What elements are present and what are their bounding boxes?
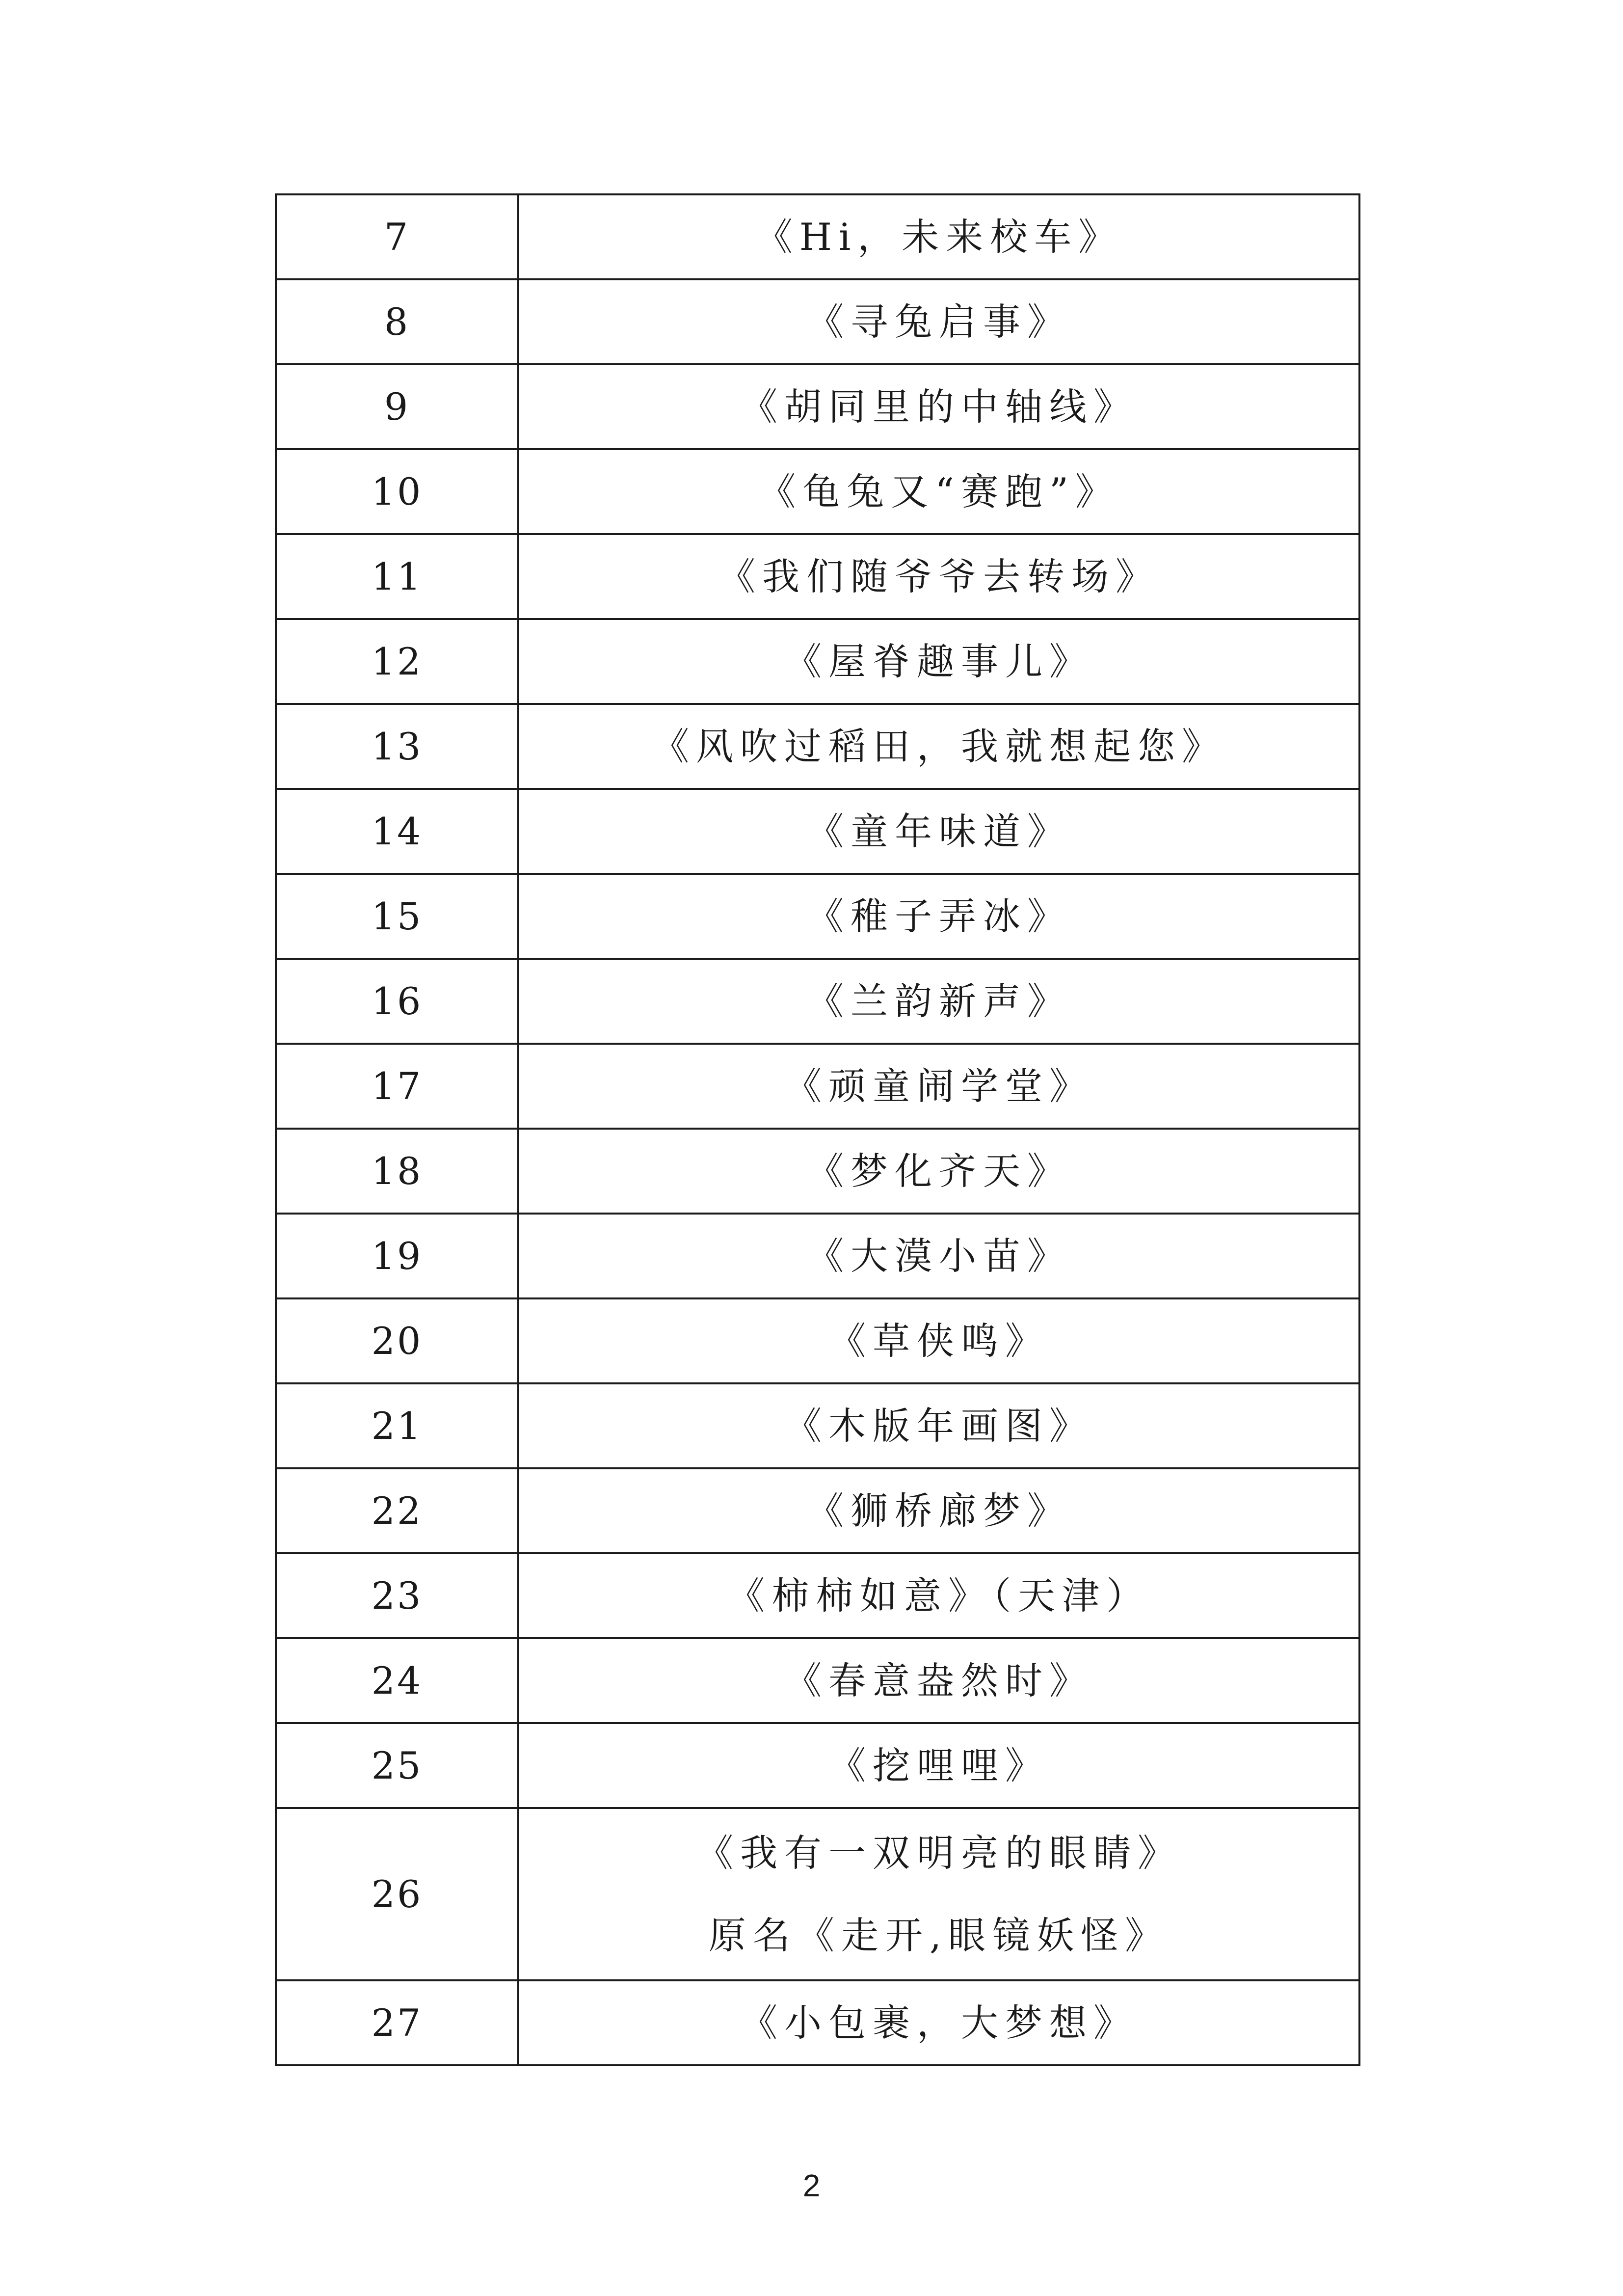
row-number: 14: [276, 789, 518, 874]
row-number: 17: [276, 1044, 518, 1129]
table-row: [276, 1638, 1359, 1723]
work-title: 《兰韵新声》: [518, 959, 1359, 1044]
table-row: [276, 1468, 1359, 1553]
work-title: 《木版年画图》: [518, 1383, 1359, 1468]
table-row: [276, 449, 1359, 534]
row-number: 23: [276, 1553, 518, 1638]
work-title: 《胡同里的中轴线》: [518, 364, 1359, 449]
table-row: [276, 279, 1359, 364]
table-row: [276, 1808, 1359, 1980]
work-title: 《风吹过稻田，我就想起您》: [518, 704, 1359, 789]
table-row: [276, 1553, 1359, 1638]
row-number: 11: [276, 534, 518, 619]
table-row: [276, 874, 1359, 959]
work-title-cell: [518, 1808, 1359, 1980]
table-row: [276, 1044, 1359, 1129]
row-number: 10: [276, 449, 518, 534]
page-number: 2: [802, 2168, 821, 2203]
row-number: 18: [276, 1129, 518, 1214]
row-number: 8: [276, 279, 518, 364]
row-number: 21: [276, 1383, 518, 1468]
table-row: [276, 1214, 1359, 1298]
table-row: [276, 1298, 1359, 1383]
table-row: [276, 789, 1359, 874]
row-number: 15: [276, 874, 518, 959]
table-row: [276, 959, 1359, 1044]
row-number: 12: [276, 619, 518, 704]
row-number: 16: [276, 959, 518, 1044]
row-number: 26: [276, 1808, 518, 1980]
work-title: 《小包裹，大梦想》: [518, 1980, 1359, 2065]
work-title: 《挖哩哩》: [518, 1723, 1359, 1808]
table-row: [276, 704, 1359, 789]
row-number: 25: [276, 1723, 518, 1808]
work-title: 《狮桥廊梦》: [518, 1468, 1359, 1553]
row-number: 22: [276, 1468, 518, 1553]
work-title: 《寻兔启事》: [518, 279, 1359, 364]
table-row: [276, 534, 1359, 619]
work-title: 《草侠鸣》: [518, 1298, 1359, 1383]
work-title: 《屋脊趣事儿》: [518, 619, 1359, 704]
work-original-title: 原名《走开,眼镜妖怪》: [708, 1913, 1170, 1957]
table-row: [276, 194, 1359, 279]
work-title: 《童年味道》: [518, 789, 1359, 874]
table-row: [276, 1383, 1359, 1468]
table-row: [276, 364, 1359, 449]
work-title: 《梦化齐天》: [518, 1129, 1359, 1214]
work-title: 《我们随爷爷去转场》: [518, 534, 1359, 619]
table-row: [276, 619, 1359, 704]
work-title: 《龟兔又“赛跑”》: [518, 449, 1359, 534]
work-title: 《Hi，未来校车》: [518, 194, 1359, 279]
table-row: [276, 1129, 1359, 1214]
row-number: 19: [276, 1214, 518, 1298]
row-number: 7: [276, 194, 518, 279]
work-title: 《柿柿如意》（天津）: [518, 1553, 1359, 1638]
work-title: 《我有一双明亮的眼睛》: [696, 1831, 1182, 1875]
row-number: 27: [276, 1980, 518, 2065]
table-row: [276, 1980, 1359, 2065]
work-title: 《大漠小苗》: [518, 1214, 1359, 1298]
work-title: 《稚子弄冰》: [518, 874, 1359, 959]
row-number: 9: [276, 364, 518, 449]
row-number: 20: [276, 1298, 518, 1383]
work-title: 《春意盎然时》: [518, 1638, 1359, 1723]
works-table: [275, 193, 1360, 2066]
work-title: 《顽童闹学堂》: [518, 1044, 1359, 1129]
row-number: 13: [276, 704, 518, 789]
table-row: [276, 1723, 1359, 1808]
row-number: 24: [276, 1638, 518, 1723]
